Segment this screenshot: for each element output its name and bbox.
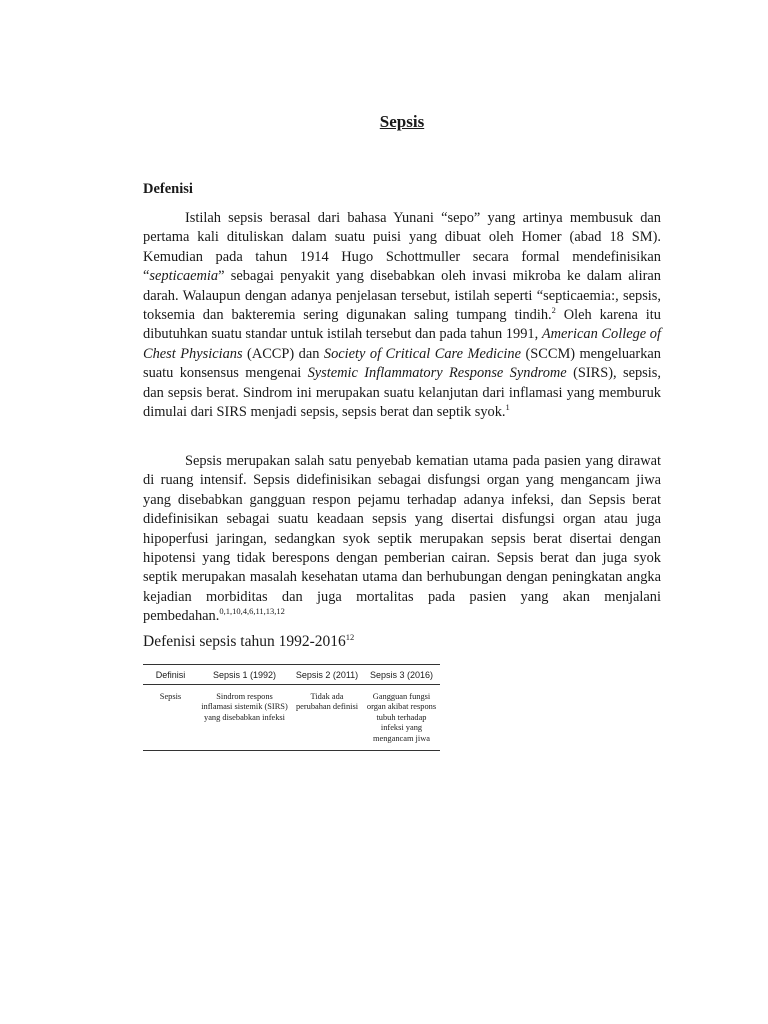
table-row [143, 685, 440, 751]
table-caption: Defenisi sepsis tahun 1992-2016$^{12}$ [143, 631, 355, 650]
footnote-ref: 2 [551, 305, 556, 316]
table-cell: Sepsis [143, 685, 198, 751]
table-cell: Tidak ada perubahan definisi [291, 685, 363, 751]
footnote-ref: 0,1,10,4,6,11,13,12 [219, 606, 285, 617]
table-header-row [143, 665, 440, 685]
table-header-cell: Sepsis 2 (2011) [291, 665, 363, 685]
document-title: Sepsis [379, 112, 425, 131]
table-cell: Sindrom respons inflamasi sistemik (SIRS) yang disebabkan infeksi [198, 685, 291, 751]
footnote-ref: 1 [505, 402, 510, 413]
footnote-ref: 12 [345, 631, 355, 642]
table-header-cell: Sepsis 3 (2016) [363, 665, 440, 685]
table-header-cell: Sepsis 1 (1992) [198, 665, 291, 685]
table-cell: Gangguan fungsi organ akibat respons tubuh terhadap infeksi yang mengancam jiwa [363, 685, 440, 751]
paragraph-sepsis-description: Sepsis merupakan salah satu penyebab kematian utama pada pasien yang dirawat di ruang intensif. Sepsis didefinisikan sebagai disfungsi organ yang mengancam jiwa yang disebabkan gangguan respon pejamu terhadap adanya infeksi, dan Sepsis berat didefinisikan sebagai suatu keadaan sepsis yang disertai disfungsi organ atau juga hipoperfusi jaringan, sedangkan syok septik merupakan sepsis berat disertai dengan hipotensi yang tidak berespons dengan pemberian cairan. Sepsis berat dan juga syok septik merupakan masalah kesehatan utama dan berhubungan dengan peningkatan angka kejadian morbiditas dan juga mortalitas pada pasien yang akan menjalani pembedahan.$^{0,1,10,4,6,11,13,12}$ [143, 453, 661, 625]
sepsis-definition-table [143, 664, 440, 751]
section-heading: Defenisi [143, 181, 193, 197]
table-header-cell: Definisi [143, 665, 198, 685]
paragraph-definition: Istilah sepsis berasal dari bahasa Yunani “sepo” yang artinya membusuk dan pertama kali dituliskan dalam suatu puisi yang dibuat oleh Homer (abad 18 SM). Kemudian pada tahun 1914 Hugo Schottmuller secara formal mendefinisikan “septicaemia” sebagai penyakit yang disebabkan oleh invasi mikroba ke dalam aliran darah. Walaupun dengan adanya penjelasan tersebut, istilah seperti “septicaemia:, sepsis, toksemia dan bakteremia sering digunakan saling tumpang tindih.$^2$ Oleh karena itu dibutuhkan suatu standar untuk istilah tersebut dan pada tahun 1991, American College of Chest Physicians (ACCP) dan Society of Critical Care Medicine (SCCM) mengeluarkan suatu konsensus mengenai Systemic Inflammatory Response Syndrome (SIRS), sepsis, dan sepsis berat. Sindrom ini merupakan suatu kelanjutan dari inflamasi yang memburuk dimulai dari SIRS menjadi sepsis, sepsis berat dan septik syok.$^1$ [143, 210, 661, 421]
